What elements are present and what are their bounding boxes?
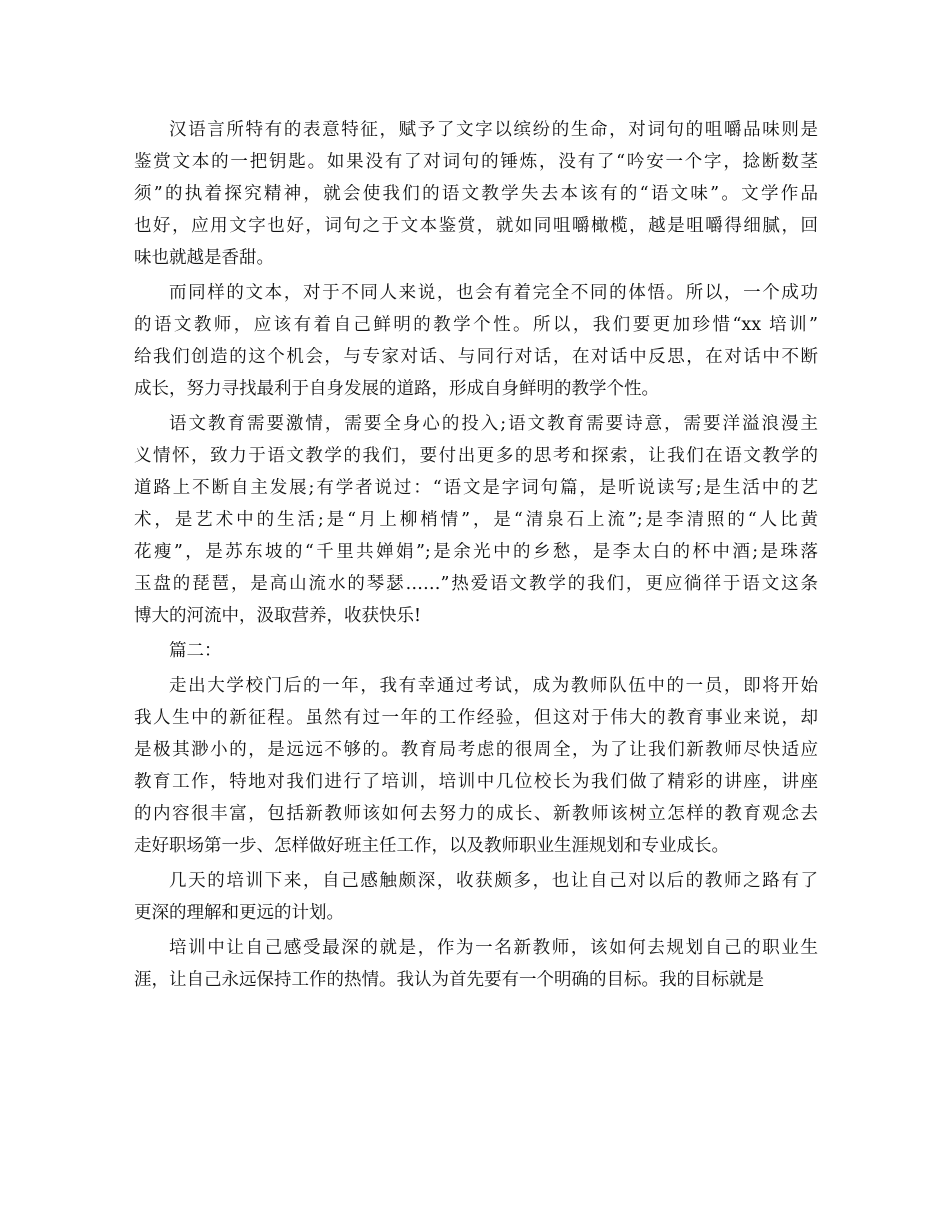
text-line: 玉盘的琵琶，是高山流水的琴瑟……”热爱语文教学的我们，更应徜徉于语文这条 [134, 574, 818, 594]
text-line: 我人生中的新征程。虽然有过一年的工作经验，但这对于伟大的教育事业来说，却 [134, 708, 818, 728]
text-line: 是极其渺小的，是远远不够的。教育局考虑的很周全，为了让我们新教师尽快适应 [134, 740, 818, 760]
text-line: 语文教育需要激情，需要全身心的投入;语文教育需要诗意，需要洋溢浪漫主 [169, 414, 818, 434]
paragraph [134, 277, 818, 405]
paragraph [134, 114, 818, 274]
text-line: 汉语言所特有的表意特征，赋予了文字以缤纷的生命，对词句的咀嚼品味则是 [169, 120, 818, 140]
text-line: 义情怀，致力于语文教学的我们，要付出更多的思考和探索，让我们在语文教学的 [134, 446, 818, 466]
text-line: 更深的理解和更远的计划。 [134, 903, 344, 923]
text-line: 道路上不断自主发展;有学者说过：“语文是字词句篇，是听说读写;是生活中的艺 [134, 478, 818, 498]
text-line: 味也就越是香甜。 [134, 248, 274, 268]
text-line: 培训中让自己感受最深的就是，作为一名新教师，该如何去规划自己的职业生 [169, 938, 818, 958]
paragraph [134, 670, 818, 862]
text-line: 鉴赏文本的一把钥匙。如果没有了对词句的锤炼，没有了“吟安一个字，捻断数茎 [134, 152, 818, 172]
text-line: 走出大学校门后的一年，我有幸通过考试，成为教师队伍中的一员，即将开始 [169, 676, 818, 696]
text-line: 的语文教师，应该有着自己鲜明的教学个性。所以，我们要更加珍惜“xx 培训” [134, 315, 818, 335]
text-line: 成长，努力寻找最利于自身发展的道路，形成自身鲜明的教学个性。 [134, 379, 659, 399]
text-line: 博大的河流中，汲取营养，收获快乐! [134, 606, 422, 626]
paragraph [134, 932, 818, 996]
text-line: 涯，让自己永远保持工作的热情。我认为首先要有一个明确的目标。我的目标就是 [134, 970, 764, 990]
text-line: 教育工作，特地对我们进行了培训，培训中几位校长为我们做了精彩的讲座，讲座 [134, 772, 818, 792]
text-line: 也好，应用文字也好，词句之于文本鉴赏，就如同咀嚼橄榄，越是咀嚼得细腻，回 [134, 216, 818, 236]
text-line: 几天的培训下来，自己感触颇深，收获颇多，也让自己对以后的教师之路有了 [169, 871, 818, 891]
paragraph [134, 865, 818, 929]
text-line: 篇二： [169, 641, 222, 661]
text-line: 给我们创造的这个机会，与专家对话、与同行对话，在对话中反思，在对话中不断 [134, 347, 818, 367]
paragraph [134, 635, 818, 667]
text-line: 的内容很丰富，包括新教师该如何去努力的成长、新教师该树立怎样的教育观念去 [134, 804, 818, 824]
text-line: 而同样的文本，对于不同人来说，也会有着完全不同的体悟。所以，一个成功 [169, 283, 818, 303]
text-line: 花瘦”，是苏东坡的“千里共婵娟”;是余光中的乡愁，是李太白的杯中酒;是珠落 [134, 542, 818, 562]
text-line: 须”的执着探究精神，就会使我们的语文教学失去本该有的“语文味”。文学作品 [134, 184, 818, 204]
text-line: 走好职场第一步、怎样做好班主任工作，以及教师职业生涯规划和专业成长。 [134, 836, 729, 856]
document-body [134, 114, 818, 999]
paragraph [134, 408, 818, 632]
text-line: 术，是艺术中的生活;是“月上柳梢情”，是“清泉石上流”;是李清照的“人比黄 [134, 510, 818, 530]
